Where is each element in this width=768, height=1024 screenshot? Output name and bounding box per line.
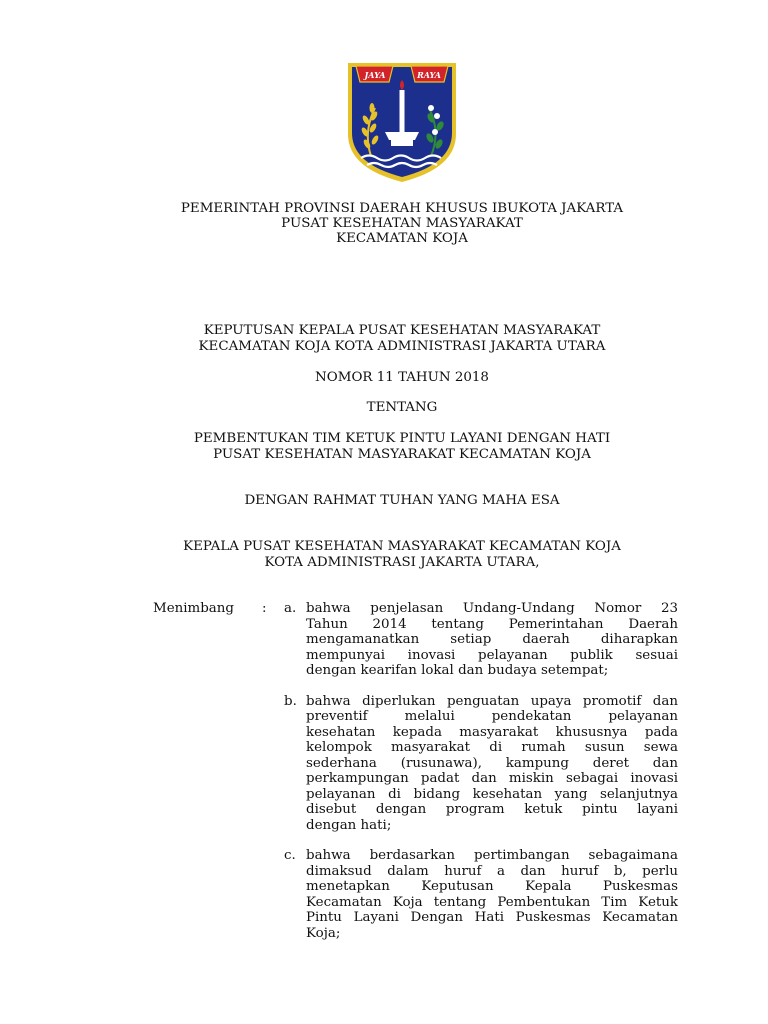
item-b-line-3: kesehatan kepada masyarakat khususnya pada [306,725,678,740]
item-a-line-1: bahwa penjelasan Undang-Undang Nomor 23 [306,601,678,616]
item-a-line-5: dengan kearifan lokal dan budaya setempat; [306,663,609,678]
jakarta-emblem [345,60,459,184]
decree-official-line-2: KOTA ADMINISTRASI JAKARTA UTARA, [264,555,540,570]
item-b-marker: b. [284,694,297,709]
item-a-line-2: Tahun 2014 tentang Pemerintahan Daerah [306,617,678,632]
item-c-line-6: Koja; [306,926,341,941]
considering-label: Menimbang [153,601,234,616]
header-line-2: PUSAT KESEHATAN MASYARAKAT [281,216,523,231]
item-a-line-3: mengamanatkan setiap daerah diharapkan [306,632,678,647]
decree-subject-line-1: PEMBENTUKAN TIM KETUK PINTU LAYANI DENGAN HATI [193,431,611,446]
decree-title-line-1: KEPUTUSAN KEPALA PUSAT KESEHATAN MASYARAKAT [203,323,601,338]
emblem-raya-text: RAYA [417,70,441,80]
item-c-line-3: menetapkan Keputusan Kepala Puskesmas [306,879,678,894]
considering-colon: : [262,601,267,616]
item-b-line-6: perkampungan padat dan miskin sebagai inovasi [306,771,678,786]
item-b-line-2: preventif melalui pendekatan pelayanan [306,709,678,724]
decree-blessing: DENGAN RAHMAT TUHAN YANG MAHA ESA [244,493,560,508]
decree-number: NOMOR 11 TAHUN 2018 [315,370,489,385]
item-c-line-1: bahwa berdasarkan pertimbangan sebagaimana [306,848,678,863]
item-b-line-1: bahwa diperlukan penguatan upaya promotif dan [306,694,678,709]
header-line-3: KECAMATAN KOJA [336,231,468,246]
item-b-line-8: disebut dengan program ketuk pintu layani [306,802,678,817]
decree-title-line-2: KECAMATAN KOJA KOTA ADMINISTRASI JAKARTA UTARA [198,339,606,354]
item-c-marker: c. [284,848,296,863]
item-c-line-2: dimaksud dalam huruf a dan huruf b, perlu [306,864,678,879]
item-b-line-7: pelayanan di bidang kesehatan yang selanjutnya [306,787,678,802]
item-a-marker: a. [284,601,297,616]
item-b-line-5: sederhana (rusunawa), kampung deret dan [306,756,678,771]
emblem-jaya-text: JAYA [364,70,386,80]
item-a-line-4: mempunyai inovasi pelayanan publik sesuai [306,648,678,663]
item-b-line-9: dengan hati; [306,818,392,833]
item-c-line-4: Kecamatan Koja tentang Pembentukan Tim Ketuk [306,895,678,910]
decree-official-line-1: KEPALA PUSAT KESEHATAN MASYARAKAT KECAMATAN KOJA [183,539,621,554]
decree-subject-line-2: PUSAT KESEHATAN MASYARAKAT KECAMATAN KOJA [213,447,591,462]
header-line-1: PEMERINTAH PROVINSI DAERAH KHUSUS IBUKOTA JAKARTA [180,201,624,216]
decree-about: TENTANG [366,400,438,415]
item-c-line-5: Pintu Layani Dengan Hati Puskesmas Kecamatan [306,910,678,925]
item-b-line-4: kelompok masyarakat di rumah susun sewa [306,740,678,755]
